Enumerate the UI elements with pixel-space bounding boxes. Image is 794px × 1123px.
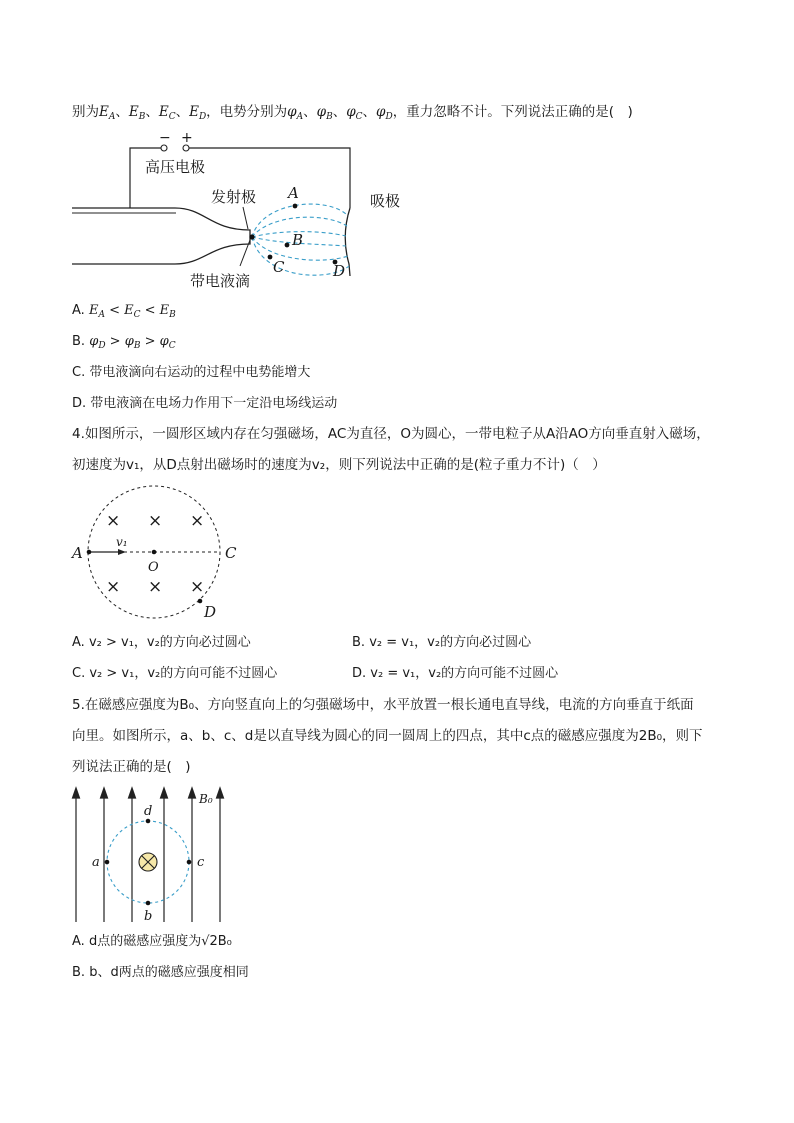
v1-label: v₁	[116, 535, 128, 549]
phi-c: $\varphi_C$	[346, 104, 363, 122]
field-arrowhead	[217, 788, 224, 798]
q3-stem-b: ，电势分别为	[206, 104, 288, 120]
e-a: $E_A$	[99, 104, 116, 122]
q3-stem-c: ，重力忽略不计。下列说法正确的是( )	[392, 104, 633, 120]
point-d-dot	[146, 819, 151, 824]
q4-option-a[interactable]: A. v₂ > v₁，v₂的方向必过圆心	[72, 635, 251, 650]
plus-sign: +	[181, 130, 193, 146]
q3-option-a[interactable]: A. $E_A < E_C < E_B$	[72, 303, 176, 320]
field-cross: ×	[106, 577, 121, 597]
point-c-label: C	[273, 258, 285, 276]
emitter-label: 发射极	[211, 188, 257, 206]
point-c-label: c	[197, 855, 205, 870]
point-b-dot	[146, 901, 151, 906]
field-cross: ×	[148, 511, 163, 531]
field-arrowhead	[189, 788, 196, 798]
point-c-dot	[187, 860, 192, 865]
q4-option-c[interactable]: C. v₂ > v₁，v₂的方向可能不过圆心	[72, 666, 278, 681]
q4-stem-line1: 4.如图所示，一圆形区域内存在匀强磁场，AC为直径，O为圆心，一带电粒子从A沿AO方向垂直射入磁场，	[72, 426, 710, 442]
field-arrowhead	[129, 788, 136, 798]
phi-d: $\varphi_D$	[376, 104, 393, 122]
q3-option-b[interactable]: B. $\varphi_D > \varphi_B > \varphi_C$	[72, 334, 176, 351]
e-c: $E_C$	[158, 104, 176, 122]
q4-option-b[interactable]: B. v₂ = v₁，v₂的方向必过圆心	[352, 635, 532, 650]
minus-sign: −	[159, 130, 171, 146]
q4-stem-line2: 初速度为v₁，从D点射出磁场时的速度为v₂，则下列说法中正确的是(粒子重力不计)（ ）	[72, 457, 606, 473]
q5-option-a[interactable]: A. d点的磁感应强度为√2B₀	[72, 934, 232, 949]
e-d: $E_D$	[189, 104, 207, 122]
q3-stem-a: 别为	[72, 104, 99, 120]
collector-label: 吸极	[370, 192, 401, 210]
point-d-label: D	[333, 262, 346, 280]
center-o-label: O	[148, 560, 159, 575]
hv-electrode-label: 高压电极	[145, 158, 206, 176]
phi-b: $\varphi_B$	[316, 104, 333, 122]
point-a-label: A	[72, 544, 83, 562]
point-d-label: d	[144, 804, 153, 819]
point-d-label: D	[204, 603, 217, 621]
q5-option-b[interactable]: B. b、d两点的磁感应强度相同	[72, 965, 249, 980]
point-b-label: B	[292, 231, 304, 249]
q4-option-d[interactable]: D. v₂ = v₁，v₂的方向可能不过圆心	[352, 666, 559, 681]
field-arrowhead	[101, 788, 108, 798]
phi-a: $\varphi_A$	[287, 104, 304, 122]
field-arrowhead	[73, 788, 80, 798]
point-c-label: C	[225, 544, 237, 562]
droplet-label: 带电液滴	[190, 272, 251, 290]
q5-stem-line3: 列说法正确的是( )	[72, 759, 191, 775]
field-cross: ×	[190, 577, 205, 597]
point-a-label: A	[288, 184, 299, 202]
point-a-dot	[105, 860, 110, 865]
q5-stem-line2: 向里。如图所示，a、b、c、d是以直导线为圆心的同一圆周上的四点，其中c点的磁感应强度为2B₀，则下	[72, 728, 703, 744]
field-cross: ×	[106, 511, 121, 531]
point-b-label: b	[144, 909, 153, 924]
q3-stem: 别为$E_A$、$E_B$、$E_C$、$E_D$，电势分别为$\varphi_A$、$\varphi_B$、$\varphi_C$、$\varphi_D$，重力忽略不计。下列说法正确的是( )	[72, 104, 633, 122]
e-b: $E_B$	[128, 104, 146, 122]
field-cross: ×	[190, 511, 205, 531]
field-arrowhead	[161, 788, 168, 798]
q5-stem-line1: 5.在磁感应强度为B₀、方向竖直向上的匀强磁场中，水平放置一根长通电直导线，电流的方向垂直于纸面	[72, 697, 694, 713]
q3-option-d[interactable]: D. 带电液滴在电场力作用下一定沿电场线运动	[72, 396, 338, 411]
b0-label: B₀	[199, 792, 213, 806]
point-a-label: a	[92, 855, 100, 870]
field-cross: ×	[148, 577, 163, 597]
q3-option-c[interactable]: C. 带电液滴向右运动的过程中电势能增大	[72, 365, 311, 380]
